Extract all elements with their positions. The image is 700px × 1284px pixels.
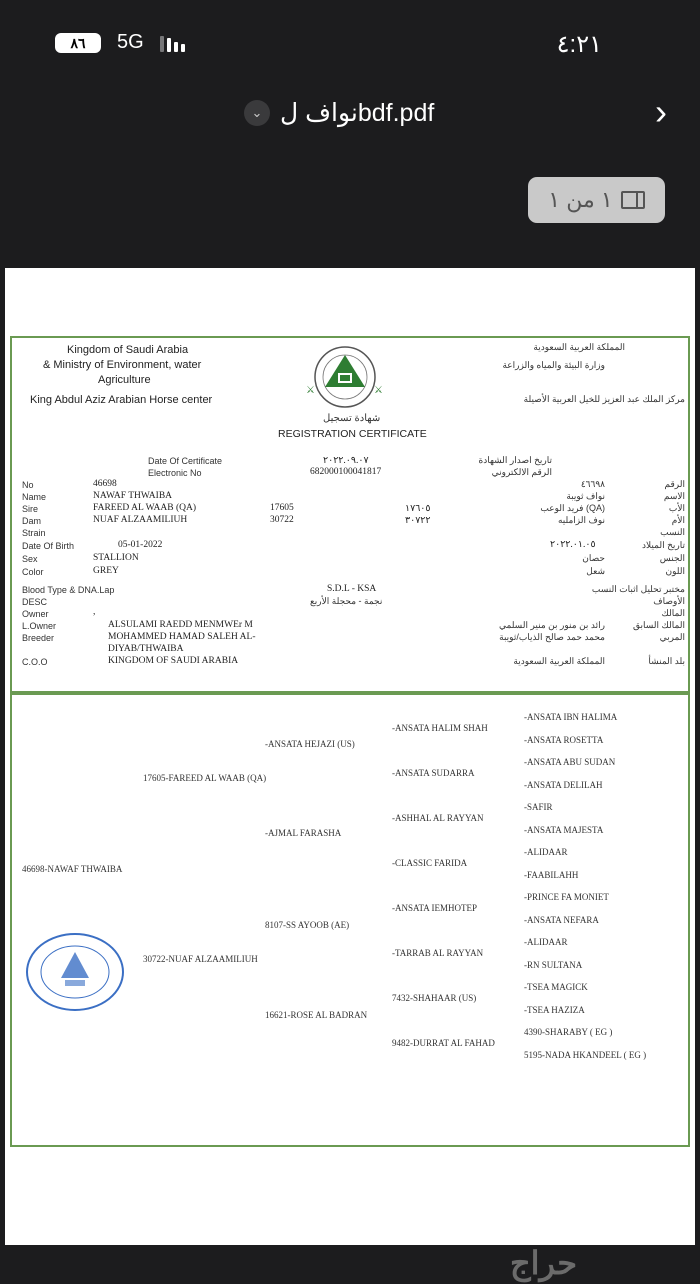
row-value-ar: رائد بن منور بن منير السلمي — [499, 620, 605, 630]
pedigree-gen2: 16621-ROSE AL BADRAN — [265, 1010, 368, 1020]
row-label: L.Owner — [22, 621, 57, 631]
row-value-ar: المملكة العربية السعودية — [513, 656, 605, 666]
row-value: FAREED AL WAAB (QA) — [93, 503, 197, 513]
row-label-ar: الجنس — [659, 553, 685, 563]
pedigree-gen4: -TSEA MAGICK — [524, 982, 588, 992]
row-number-ar: ١٧٦٠٥ — [405, 504, 431, 514]
row-label: Color — [22, 567, 44, 577]
date-label: Date Of Certificate — [148, 456, 223, 466]
header-en-3: Agriculture — [98, 374, 151, 386]
row-value: STALLION — [93, 553, 139, 563]
pedigree-gen4: -ALIDAAR — [524, 937, 568, 947]
date-value: ٢٠٢٢.٠٩.٠٧ — [323, 456, 369, 466]
back-chevron-icon[interactable]: › — [655, 91, 667, 132]
pedigree-gen4: -ANSATA ROSETTA — [524, 734, 604, 745]
row-label-ar: النسب — [660, 527, 685, 537]
pedigree-gen3: -TARRAB AL RAYYAN — [392, 948, 484, 958]
row-value: 46698 — [93, 479, 117, 489]
pedigree-gen3: -ANSATA HALIM SHAH — [392, 723, 488, 733]
pedigree-gen2: -ANSATA HEJAZI (US) — [265, 739, 355, 749]
sidebar-icon — [621, 191, 645, 209]
pedigree-gen4: -FAABILAHH — [524, 869, 579, 880]
row-value: 05-01-2022 — [118, 540, 163, 550]
row-value: NUAF ALZAAMILIUH — [93, 515, 188, 525]
row-label: DESC — [22, 597, 48, 607]
row-label: Dam — [22, 516, 42, 526]
row-value: نجمة - محجلة الأربع — [310, 596, 383, 606]
pedigree-gen4: -ANSATA DELILAH — [524, 779, 603, 790]
certificate-title: REGISTRATION CERTIFICATE — [278, 428, 427, 440]
title-ar: شهادة تسجيل — [323, 413, 381, 424]
row-label-ar: الأم — [671, 515, 685, 525]
row-value: MOHAMMED HAMAD SALEH AL- — [108, 632, 256, 642]
row-number: 17605 — [270, 503, 294, 513]
row-value: NAWAF THWAIBA — [93, 491, 173, 501]
electronic-no-label-ar: الرقم الالكتروني — [491, 467, 552, 477]
row-label: Blood Type & DNA.Lap — [22, 585, 115, 595]
pedigree-gen3: 7432-SHAHAAR (US) — [392, 993, 477, 1003]
row-label: Breeder — [22, 633, 55, 643]
date-label-ar: تاريخ اصدار الشهادة — [478, 455, 552, 465]
row-value: KINGDOM OF SAUDI ARABIA — [108, 656, 239, 666]
row-value-ar: نوف الزامليه — [557, 515, 605, 525]
row-value-ar: (QA) فريد الوعب — [540, 503, 605, 513]
row-label-ar: اللون — [665, 566, 685, 576]
signal-icon — [160, 36, 185, 52]
row-value: DIYAB/THWAIBA — [108, 644, 184, 654]
pedigree-gen4: -RN SULTANA — [524, 959, 583, 970]
row-label: Sex — [22, 554, 38, 564]
pedigree-gen3: -ANSATA SUDARRA — [392, 768, 475, 778]
electronic-no-value: 682000100041817 — [310, 467, 382, 477]
svg-text:⚔: ⚔ — [374, 385, 383, 396]
pedigree-gen4: -SAFIR — [524, 802, 553, 812]
electronic-no-label: Electronic No — [148, 468, 202, 478]
row-number: 30722 — [270, 515, 294, 525]
pedigree-gen3: -ASHHAL AL RAYYAN — [392, 813, 484, 823]
svg-text:⚔: ⚔ — [306, 385, 315, 396]
pedigree-gen3: -ANSATA IEMHOTEP — [392, 903, 478, 913]
pedigree-gen3: 9482-DURRAT AL FAHAD — [392, 1038, 495, 1048]
pedigree-sire: 17605-FAREED AL WAAB (QA) — [143, 773, 267, 783]
row-value-ar: ٢٠٢٢.٠١.٠٥ — [550, 540, 596, 550]
row-label: Strain — [22, 528, 46, 538]
row-label: No — [22, 480, 34, 490]
row-label-ar: مختبر تحليل اثبات النسب — [591, 584, 685, 594]
official-seal — [25, 932, 125, 1012]
header-ar-2: وزارة البيئة والمياه والزراعة — [502, 360, 605, 370]
pedigree-gen2: -AJMAL FARASHA — [265, 828, 342, 838]
pedigree-gen4: -TSEA HAZIZA — [524, 1004, 585, 1015]
row-value-ar: حصان — [582, 553, 605, 563]
ministry-logo — [300, 341, 390, 413]
pedigree-horse: 46698-NAWAF THWAIBA — [22, 864, 123, 874]
header-en-1: Kingdom of Saudi Arabia — [67, 344, 189, 356]
status-time: ٤:٢١ — [556, 31, 602, 58]
row-label-ar: تاريخ الميلاد — [642, 540, 685, 550]
row-label-ar: الأب — [668, 503, 685, 513]
pedigree-gen2: 8107-SS AYOOB (AE) — [265, 920, 350, 930]
row-label-ar: المالك — [661, 608, 685, 618]
row-value-ar: محمد حمد صالح الذياب/ثويبة — [499, 632, 605, 642]
row-label-ar: المالك السابق — [632, 620, 685, 630]
row-number-ar: ٣٠٧٢٢ — [405, 516, 431, 526]
network-label: 5G — [117, 31, 144, 53]
row-value: S.D.L - KSA — [327, 584, 377, 594]
pedigree-gen4: 4390-SHARABY ( EG ) — [524, 1027, 613, 1037]
row-value-ar: نواف ثويبة — [566, 491, 605, 501]
row-label: Owner — [22, 609, 49, 619]
row-label-ar: بلد المنشأ — [648, 656, 685, 666]
row-value: GREY — [93, 566, 119, 576]
header-en-2: & Ministry of Environment, water — [43, 359, 202, 371]
pedigree-gen4: -ANSATA NEFARA — [524, 914, 599, 925]
page-count: ١ من ١ — [548, 187, 613, 212]
pedigree-gen4: -ALIDAAR — [524, 847, 568, 857]
row-label-ar: الرقم — [664, 479, 685, 489]
row-label-ar: الأوصاف — [653, 596, 685, 606]
pedigree-gen4: 5195-NADA HKANDEEL ( EG ) — [524, 1049, 647, 1060]
chevron-down-icon[interactable]: ⌄ — [244, 100, 270, 126]
row-value: ALSULAMI RAEDD MENMWEr M — [108, 620, 253, 630]
header-ar-3: مركز الملك عبد العزيز للخيل العربية الأصيلة — [523, 394, 685, 404]
pdf-page — [5, 268, 695, 1245]
pedigree-gen4: -ANSATA ABU SUDAN — [524, 757, 616, 767]
pedigree-gen4: -ANSATA MAJESTA — [524, 824, 604, 835]
row-label: Date Of Birth — [22, 541, 75, 551]
page-indicator[interactable] — [528, 177, 665, 223]
row-label-ar: المربي — [659, 632, 685, 642]
pedigree-gen3: -CLASSIC FARIDA — [392, 858, 468, 868]
row-label: Sire — [22, 504, 39, 514]
row-label-ar: الاسم — [663, 491, 685, 501]
pedigree-dam: 30722-NUAF ALZAAMILIUH — [143, 954, 258, 964]
row-value-ar: شعل — [586, 566, 605, 576]
document-title[interactable]: نواف لbdf.pdf — [280, 99, 435, 127]
battery-indicator: ٨٦ — [55, 33, 101, 53]
pedigree-gen4: -ANSATA IBN HALIMA — [524, 712, 618, 722]
row-value-ar: ٤٦٦٩٨ — [580, 479, 605, 489]
row-label: Name — [22, 492, 47, 502]
row-label: C.O.O — [22, 657, 48, 667]
row-value: , — [93, 607, 96, 617]
haraj-watermark: حراج — [510, 1245, 577, 1281]
pedigree-gen4: -PRINCE FA MONIET — [524, 892, 609, 902]
header-ar-1: المملكة العربية السعودية — [533, 342, 625, 352]
header-en-4: King Abdul Aziz Arabian Horse center — [30, 394, 213, 406]
